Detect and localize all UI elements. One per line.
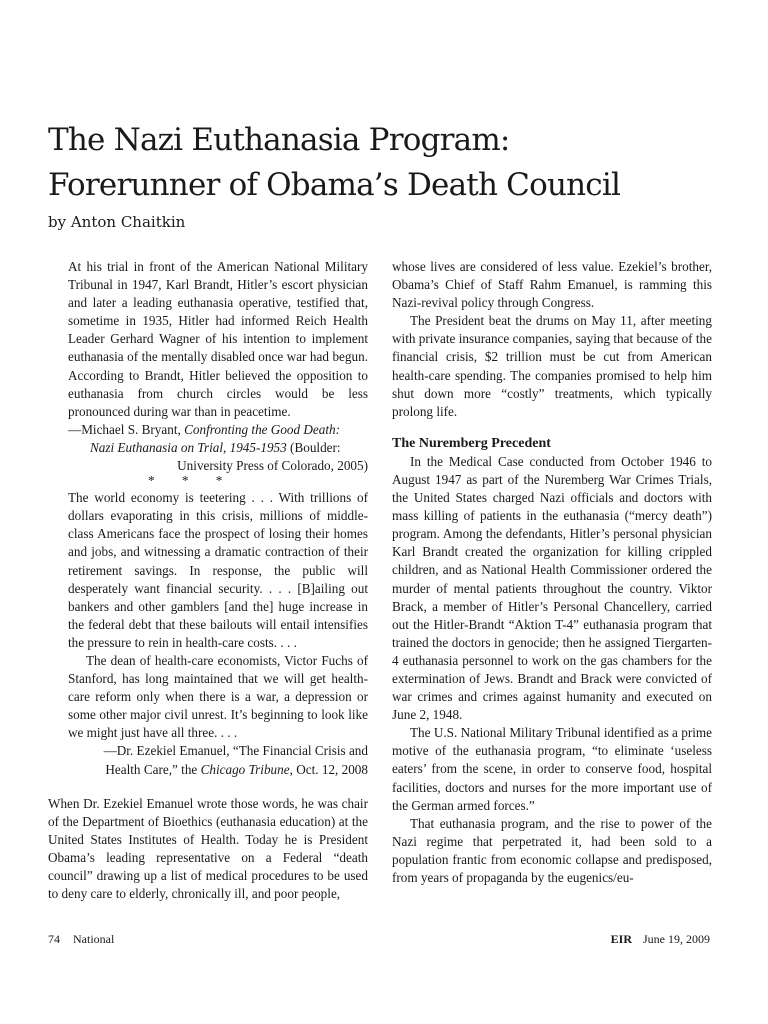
epigraph-emanuel-attribution-line1: —Dr. Ezekiel Emanuel, “The Financial Crisis and bbox=[103, 743, 368, 759]
attribution-newspaper: Chicago Tribune bbox=[200, 761, 290, 777]
attribution-publisher-part2: University Press of Colorado, 2005) bbox=[177, 458, 368, 474]
page-footer-right bbox=[611, 932, 710, 947]
publication-name: EIR bbox=[610, 932, 632, 946]
body-intro-paragraph: When Dr. Ezekiel Emanuel wrote those words, he was chair of the Department of Bioethics (euthanasia education) at the United States Institutes of Health. Today he is President Obama’s leading representative on a Federal “death council” drawing up a list of medical procedures to be used to deny care to elderly, chronically ill, and poor people, bbox=[48, 795, 368, 902]
issue-date: June 19, 2009 bbox=[643, 932, 710, 946]
section-name: National bbox=[73, 932, 115, 946]
attribution-date: , Oct. 12, 2008 bbox=[289, 761, 368, 777]
epigraph-brandt-attribution-line2 bbox=[48, 439, 368, 457]
body-intro-paragraph-continued: whose lives are considered of less value. Ezekiel’s brother, Obama’s Chief of Staff Rahm Emanuel, is ramming this Nazi-revival policy through Congress. bbox=[392, 259, 712, 311]
body-paragraph-regime: That euthanasia program, and the rise to power of the Nazi regime that perpetrated it, had been sold to a population frantic from economic collapse and predisposed, from years of propaganda by the eugenics/eu- bbox=[392, 815, 712, 885]
epigraph-emanuel-paragraph-1: The world economy is teetering . . . With trillions of dollars evaporating in this crisis, millions of middle-class Americans face the prospect of losing their homes and jobs, and witnessing a dramatic contraction of their retirement savings. In response, the public will desperately want financial security. . . . [B]ailing out bankers and other gamblers [and the] huge increase in the federal debt that these bailouts will entail intensifies the pressure to rein in health-care costs. . . . bbox=[68, 490, 368, 650]
byline: by Anton Chaitkin bbox=[48, 213, 186, 231]
right-column bbox=[392, 258, 712, 887]
page-number: 74 bbox=[48, 932, 60, 946]
attribution-article: Health Care,” the bbox=[105, 761, 201, 777]
attribution-publisher-part1: (Boulder: bbox=[286, 439, 341, 455]
attribution-book-title-part1: Confronting the Good Death: bbox=[184, 421, 341, 437]
section-heading-nuremberg: The Nuremberg Precedent bbox=[392, 435, 551, 451]
epigraph-brandt-text: At his trial in front of the American National Military Tribunal in 1947, Karl Brandt, Hitler’s escort physician and later a leading euthanasia operative, testified that, sometime in 1935, Hitler had informed Reich Health Leader Gerhard Wagner of his intention to implement euthanasia of the mentally disabled once war had begun. According to Brandt, Hitler believed the opposition to euthanasia from church circles would be less pronounced during war than in peacetime. bbox=[68, 259, 368, 419]
article-title-line-2: Forerunner of Obama’s Death Council bbox=[48, 167, 621, 203]
attribution-author: —Michael S. Bryant, bbox=[68, 421, 185, 437]
body-paragraph-medical-case: In the Medical Case conducted from October 1946 to August 1947 as part of the Nuremberg War Crimes Trials, the United States charged Nazi officials and doctors with mass killing of patients in the euthanasia (“mercy death”) program. Among the defendants, Hitler’s personal physician Karl Brandt created the organization for killing crippled children, and as National Health Commissioner ordered the murder of mental patients throughout the country. Viktor Brack, a member of Hitler’s Personal Chancellery, carried out the Hitler-Brandt “Aktion T-4” euthanasia program that trained the doctors in genocide; then he assigned Tiergarten-4 euthanasia personnel to work on the gas chambers for the extermination of Jews. Brandt and Brack were convicted of war crimes and crimes against humanity and executed on June 2, 1948. bbox=[392, 453, 712, 723]
section-separator: * * * bbox=[148, 473, 235, 489]
epigraph-emanuel-attribution-line2 bbox=[48, 761, 368, 779]
body-paragraph-tribunal: The U.S. National Military Tribunal identified as a prime motive of the euthanasia program, “to eliminate ‘useless eaters’ from the scene, in order to conserve food, hospital facilities, doctors and nurses for the more important use of the German armed forces.” bbox=[392, 725, 712, 813]
body-paragraph-president: The President beat the drums on May 11, after meeting with private insurance companies, saying that because of the financial crisis, $2 trillion must be cut from American health-care spending. The companies promised to help him shut down more “costly” treatments, which typically prolong life. bbox=[392, 313, 712, 419]
epigraph-brandt-attribution bbox=[48, 421, 368, 439]
article-title bbox=[48, 118, 728, 208]
epigraph-emanuel-paragraph-2: The dean of health-care economists, Victor Fuchs of Stanford, has long maintained that we will get health-care reform only when there is a war, a depression or some other major civil unrest. It’s beginning to look like we might just have all three. . . . bbox=[68, 652, 368, 741]
article-title-line-1: The Nazi Euthanasia Program: bbox=[48, 122, 510, 158]
left-column bbox=[48, 258, 368, 903]
paragraph-gap bbox=[48, 779, 368, 795]
page-footer-left bbox=[48, 932, 114, 947]
attribution-book-title-part2: Nazi Euthanasia on Trial, 1945-1953 bbox=[90, 439, 287, 455]
